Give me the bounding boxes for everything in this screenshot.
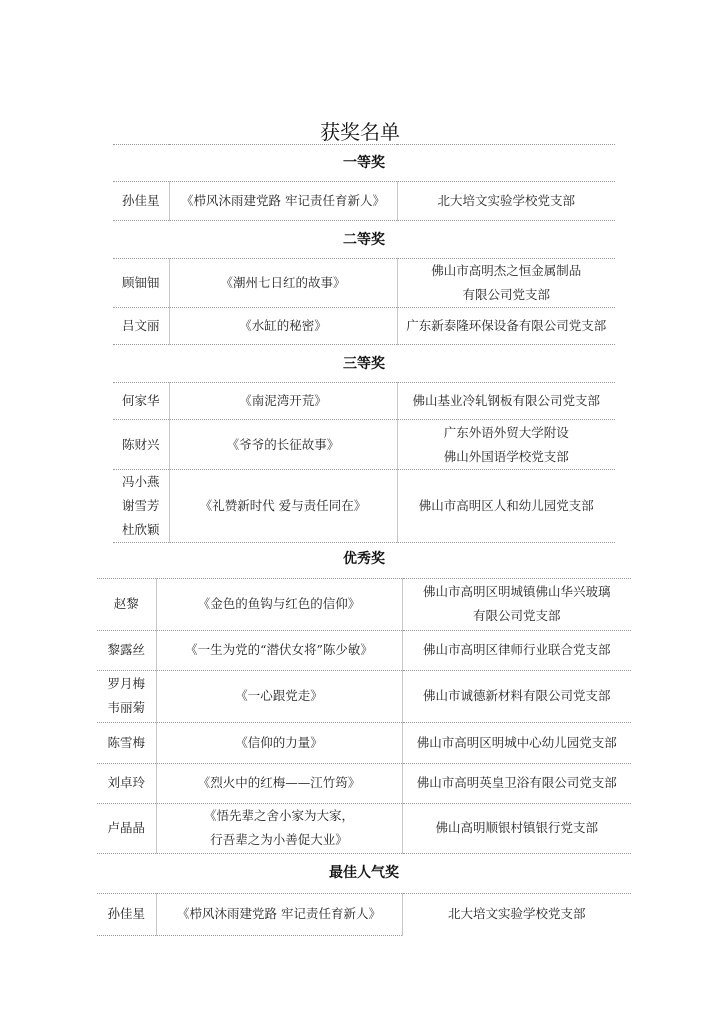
winner-name: 陈雪梅 bbox=[107, 734, 145, 750]
work-title: 《南泥湾开荒》 bbox=[239, 393, 327, 408]
work-title-cell bbox=[156, 722, 402, 763]
winner-name-cell bbox=[113, 470, 169, 543]
winner-name: 吕文丽 bbox=[121, 318, 160, 333]
work-title: 《烈火中的红梅——江竹筠》 bbox=[197, 775, 361, 790]
work-title-cell bbox=[169, 383, 397, 420]
organization-cell bbox=[402, 722, 631, 763]
winner-name: 杜欣颖 bbox=[121, 522, 160, 537]
work-title: 《潮州七日红的故事》 bbox=[220, 275, 346, 290]
table-row bbox=[113, 259, 615, 308]
organization: 广东外语外贸大学附设 bbox=[443, 424, 569, 440]
work-title-cell bbox=[169, 182, 397, 221]
section-label: 二等奖 bbox=[113, 221, 615, 259]
winner-name-cell bbox=[113, 420, 169, 470]
winner-name-cell bbox=[113, 182, 169, 221]
work-title: 《一生为党的“潜伏女将”陈少敏》 bbox=[185, 642, 373, 657]
winner-name: 顾钿钿 bbox=[121, 275, 160, 290]
organization-cell bbox=[397, 383, 615, 420]
awards-table-2 bbox=[97, 540, 631, 854]
organization: 佛山高明顺银村镇银行党支部 bbox=[435, 820, 598, 835]
work-title-cell bbox=[156, 893, 402, 935]
winner-name: 罗月梅 bbox=[107, 676, 145, 691]
winner-name: 孙佳星 bbox=[121, 193, 160, 208]
work-title: 《礼赞新时代 爱与责任同在》 bbox=[199, 498, 367, 513]
winner-name: 赵黎 bbox=[113, 596, 139, 611]
work-title: 《栉风沐雨建党路 牢记责任育新人》 bbox=[177, 906, 381, 921]
organization: 佛山市高明区明城镇佛山华兴玻璃 bbox=[422, 584, 611, 599]
winner-name-cell bbox=[97, 893, 156, 935]
work-title-cell bbox=[169, 470, 397, 543]
section-label: 一等奖 bbox=[113, 145, 615, 182]
work-title: 行吾辈之为小善促大业》 bbox=[210, 832, 348, 847]
work-title: 《栉风沐雨建党路 牢记责任育新人》 bbox=[181, 193, 385, 208]
winner-name-cell bbox=[113, 383, 169, 420]
table-row bbox=[97, 670, 631, 722]
table-row bbox=[97, 578, 631, 630]
section-label: 最佳人气奖 bbox=[97, 853, 631, 893]
table-row bbox=[113, 470, 615, 543]
table-row bbox=[113, 182, 615, 221]
winner-name: 孙佳星 bbox=[107, 906, 145, 921]
organization-cell bbox=[402, 630, 631, 670]
section-header-excellence-prize bbox=[97, 540, 631, 578]
table-row bbox=[97, 630, 631, 670]
winner-name: 冯小燕 bbox=[121, 474, 160, 489]
work-title: 《信仰的力量》 bbox=[235, 734, 323, 750]
table-row bbox=[97, 722, 631, 763]
organization-cell bbox=[402, 763, 631, 803]
work-title-cell bbox=[169, 420, 397, 470]
winner-name: 谢雪芳 bbox=[121, 498, 160, 513]
winner-name: 卢晶晶 bbox=[107, 820, 145, 835]
organization: 北大培文实验学校党支部 bbox=[448, 906, 586, 922]
winner-name: 陈财兴 bbox=[121, 436, 160, 452]
work-title-cell bbox=[156, 578, 402, 630]
work-title: 《水缸的秘密》 bbox=[239, 318, 327, 333]
organization-cell bbox=[397, 182, 615, 221]
winner-name-cell bbox=[113, 259, 169, 308]
section-header-popularity-prize bbox=[97, 853, 631, 893]
organization: 佛山市高明杰之恒金属制品 bbox=[431, 263, 582, 278]
organization: 佛山市高明区律师行业联合党支部 bbox=[422, 642, 611, 657]
organization-cell bbox=[402, 578, 631, 630]
organization-cell bbox=[402, 670, 631, 722]
organization: 佛山基业冷轧钢板有限公司党支部 bbox=[412, 393, 600, 408]
table-row bbox=[97, 893, 631, 935]
awards-table-3 bbox=[97, 853, 631, 936]
section-label: 优秀奖 bbox=[97, 540, 631, 578]
section-header-second-prize bbox=[113, 221, 615, 259]
work-title: 《金色的鱼钩与红色的信仰》 bbox=[197, 596, 361, 611]
winner-name-cell bbox=[97, 670, 156, 722]
organization: 佛山市高明区明城中心幼儿园党支部 bbox=[416, 734, 617, 750]
organization-cell bbox=[397, 259, 615, 308]
work-title-cell bbox=[169, 259, 397, 308]
work-title-cell bbox=[156, 630, 402, 670]
table-row bbox=[113, 420, 615, 470]
page-title: 获奖名单 bbox=[320, 120, 400, 144]
organization-cell bbox=[397, 470, 615, 543]
section-header-first-prize bbox=[113, 145, 615, 182]
table-row bbox=[97, 803, 631, 853]
work-title-cell bbox=[169, 308, 397, 345]
organization-cell bbox=[402, 893, 631, 935]
organization: 广东新泰隆环保设备有限公司党支部 bbox=[406, 318, 607, 333]
work-title: 《悟先辈之舍小家为大家， bbox=[203, 808, 354, 823]
organization-cell bbox=[397, 308, 615, 345]
organization: 有限公司党支部 bbox=[472, 608, 561, 623]
work-title-cell bbox=[156, 763, 402, 803]
winner-name-cell bbox=[97, 578, 156, 630]
winner-name: 何家华 bbox=[121, 393, 160, 408]
work-title: 《爷爷的长征故事》 bbox=[226, 436, 340, 452]
organization: 佛山市高明区人和幼儿园党支部 bbox=[418, 498, 594, 513]
table-row bbox=[113, 383, 615, 420]
winner-name-cell bbox=[97, 722, 156, 763]
work-title-cell bbox=[156, 670, 402, 722]
organization: 北大培文实验学校党支部 bbox=[437, 193, 575, 208]
work-title-cell bbox=[156, 803, 402, 853]
winner-name: 刘卓玲 bbox=[107, 775, 145, 790]
winner-name: 黎露丝 bbox=[107, 642, 145, 657]
awards-table-1 bbox=[113, 144, 615, 543]
organization: 有限公司党支部 bbox=[462, 287, 550, 302]
organization: 佛山市高明英皇卫浴有限公司党支部 bbox=[416, 775, 617, 790]
work-title: 《一心跟党走》 bbox=[235, 688, 323, 703]
organization-cell bbox=[397, 420, 615, 470]
winner-name-cell bbox=[97, 763, 156, 803]
table-row bbox=[97, 763, 631, 803]
section-label: 三等奖 bbox=[113, 345, 615, 383]
organization-cell bbox=[402, 803, 631, 853]
organization: 佛山外国语学校党支部 bbox=[443, 448, 569, 464]
winner-name: 韦丽菊 bbox=[107, 700, 145, 715]
winner-name-cell bbox=[97, 803, 156, 853]
organization: 佛山市诚德新材料有限公司党支部 bbox=[422, 688, 611, 703]
winner-name-cell bbox=[97, 630, 156, 670]
winner-name-cell bbox=[113, 308, 169, 345]
section-header-third-prize bbox=[113, 345, 615, 383]
table-row bbox=[113, 308, 615, 345]
